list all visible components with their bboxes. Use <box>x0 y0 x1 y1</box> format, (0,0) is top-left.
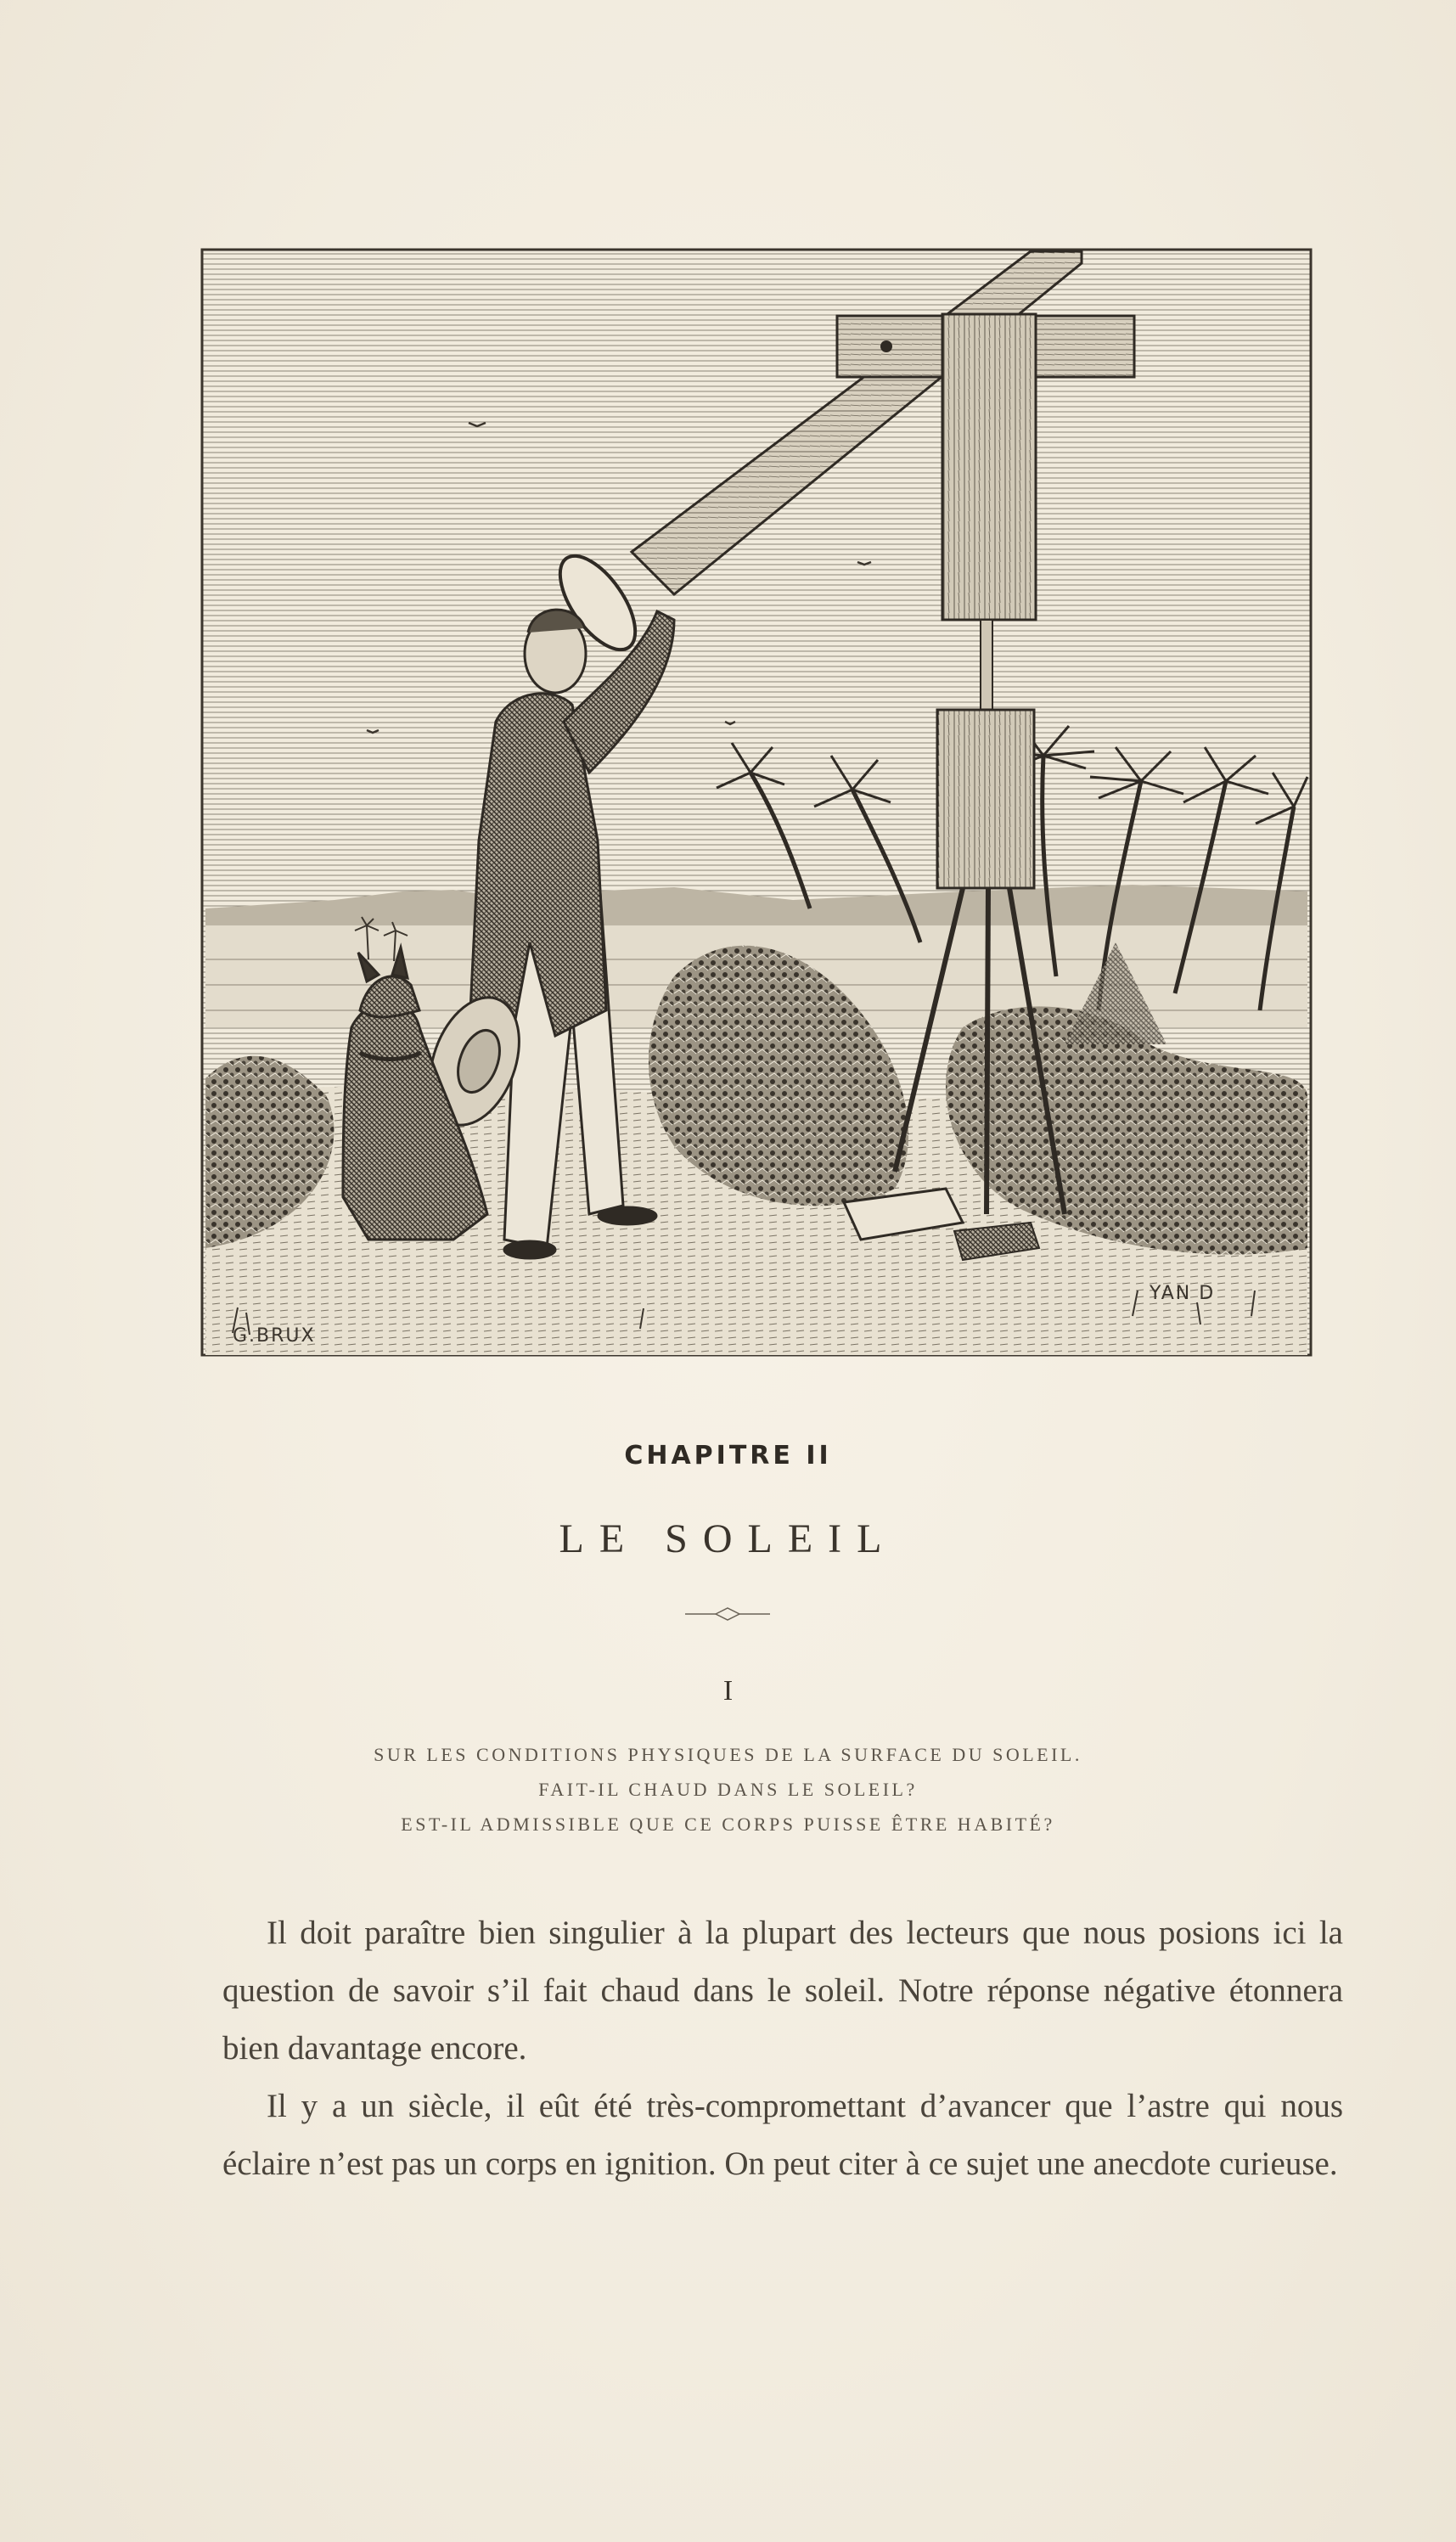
engraving-illustration <box>199 246 1314 1358</box>
summary-line: EST-IL ADMISSIBLE QUE CE CORPS PUISSE ÊTRE HABITÉ? <box>401 1814 1055 1835</box>
chapter-title: LE SOLEIL <box>559 1516 897 1561</box>
summary-line: SUR LES CONDITIONS PHYSIQUES DE LA SURFACE DU SOLEIL. <box>374 1744 1082 1765</box>
astronomer-with-telescope-engraving <box>199 246 1314 1358</box>
chapter-heading: CHAPITRE II <box>624 1441 832 1471</box>
section-number: I <box>722 1675 734 1707</box>
engraver-signature-left: G.BRUX <box>233 1325 316 1347</box>
paragraph: Il y a un siècle, il eût été très-compromettant d’avancer que l’astre qui nous éclaire n’est pas un corps en ignition. On peut citer à ce sujet une anecdote curieuse. <box>222 2088 1343 2182</box>
paragraph: Il doit paraître bien singulier à la plupart des lecteurs que nous posions ici la question de savoir s’il fait chaud dans le soleil. Notre réponse négative étonnera bien davantage encore. <box>222 1915 1343 2067</box>
body-text <box>222 1904 1343 2193</box>
summary-line: FAIT-IL CHAUD DANS LE SOLEIL? <box>538 1779 918 1800</box>
section-summary <box>0 1737 1456 1842</box>
engraver-signature-right: YAN D <box>1150 1283 1216 1304</box>
divider-ornament <box>685 1605 770 1623</box>
